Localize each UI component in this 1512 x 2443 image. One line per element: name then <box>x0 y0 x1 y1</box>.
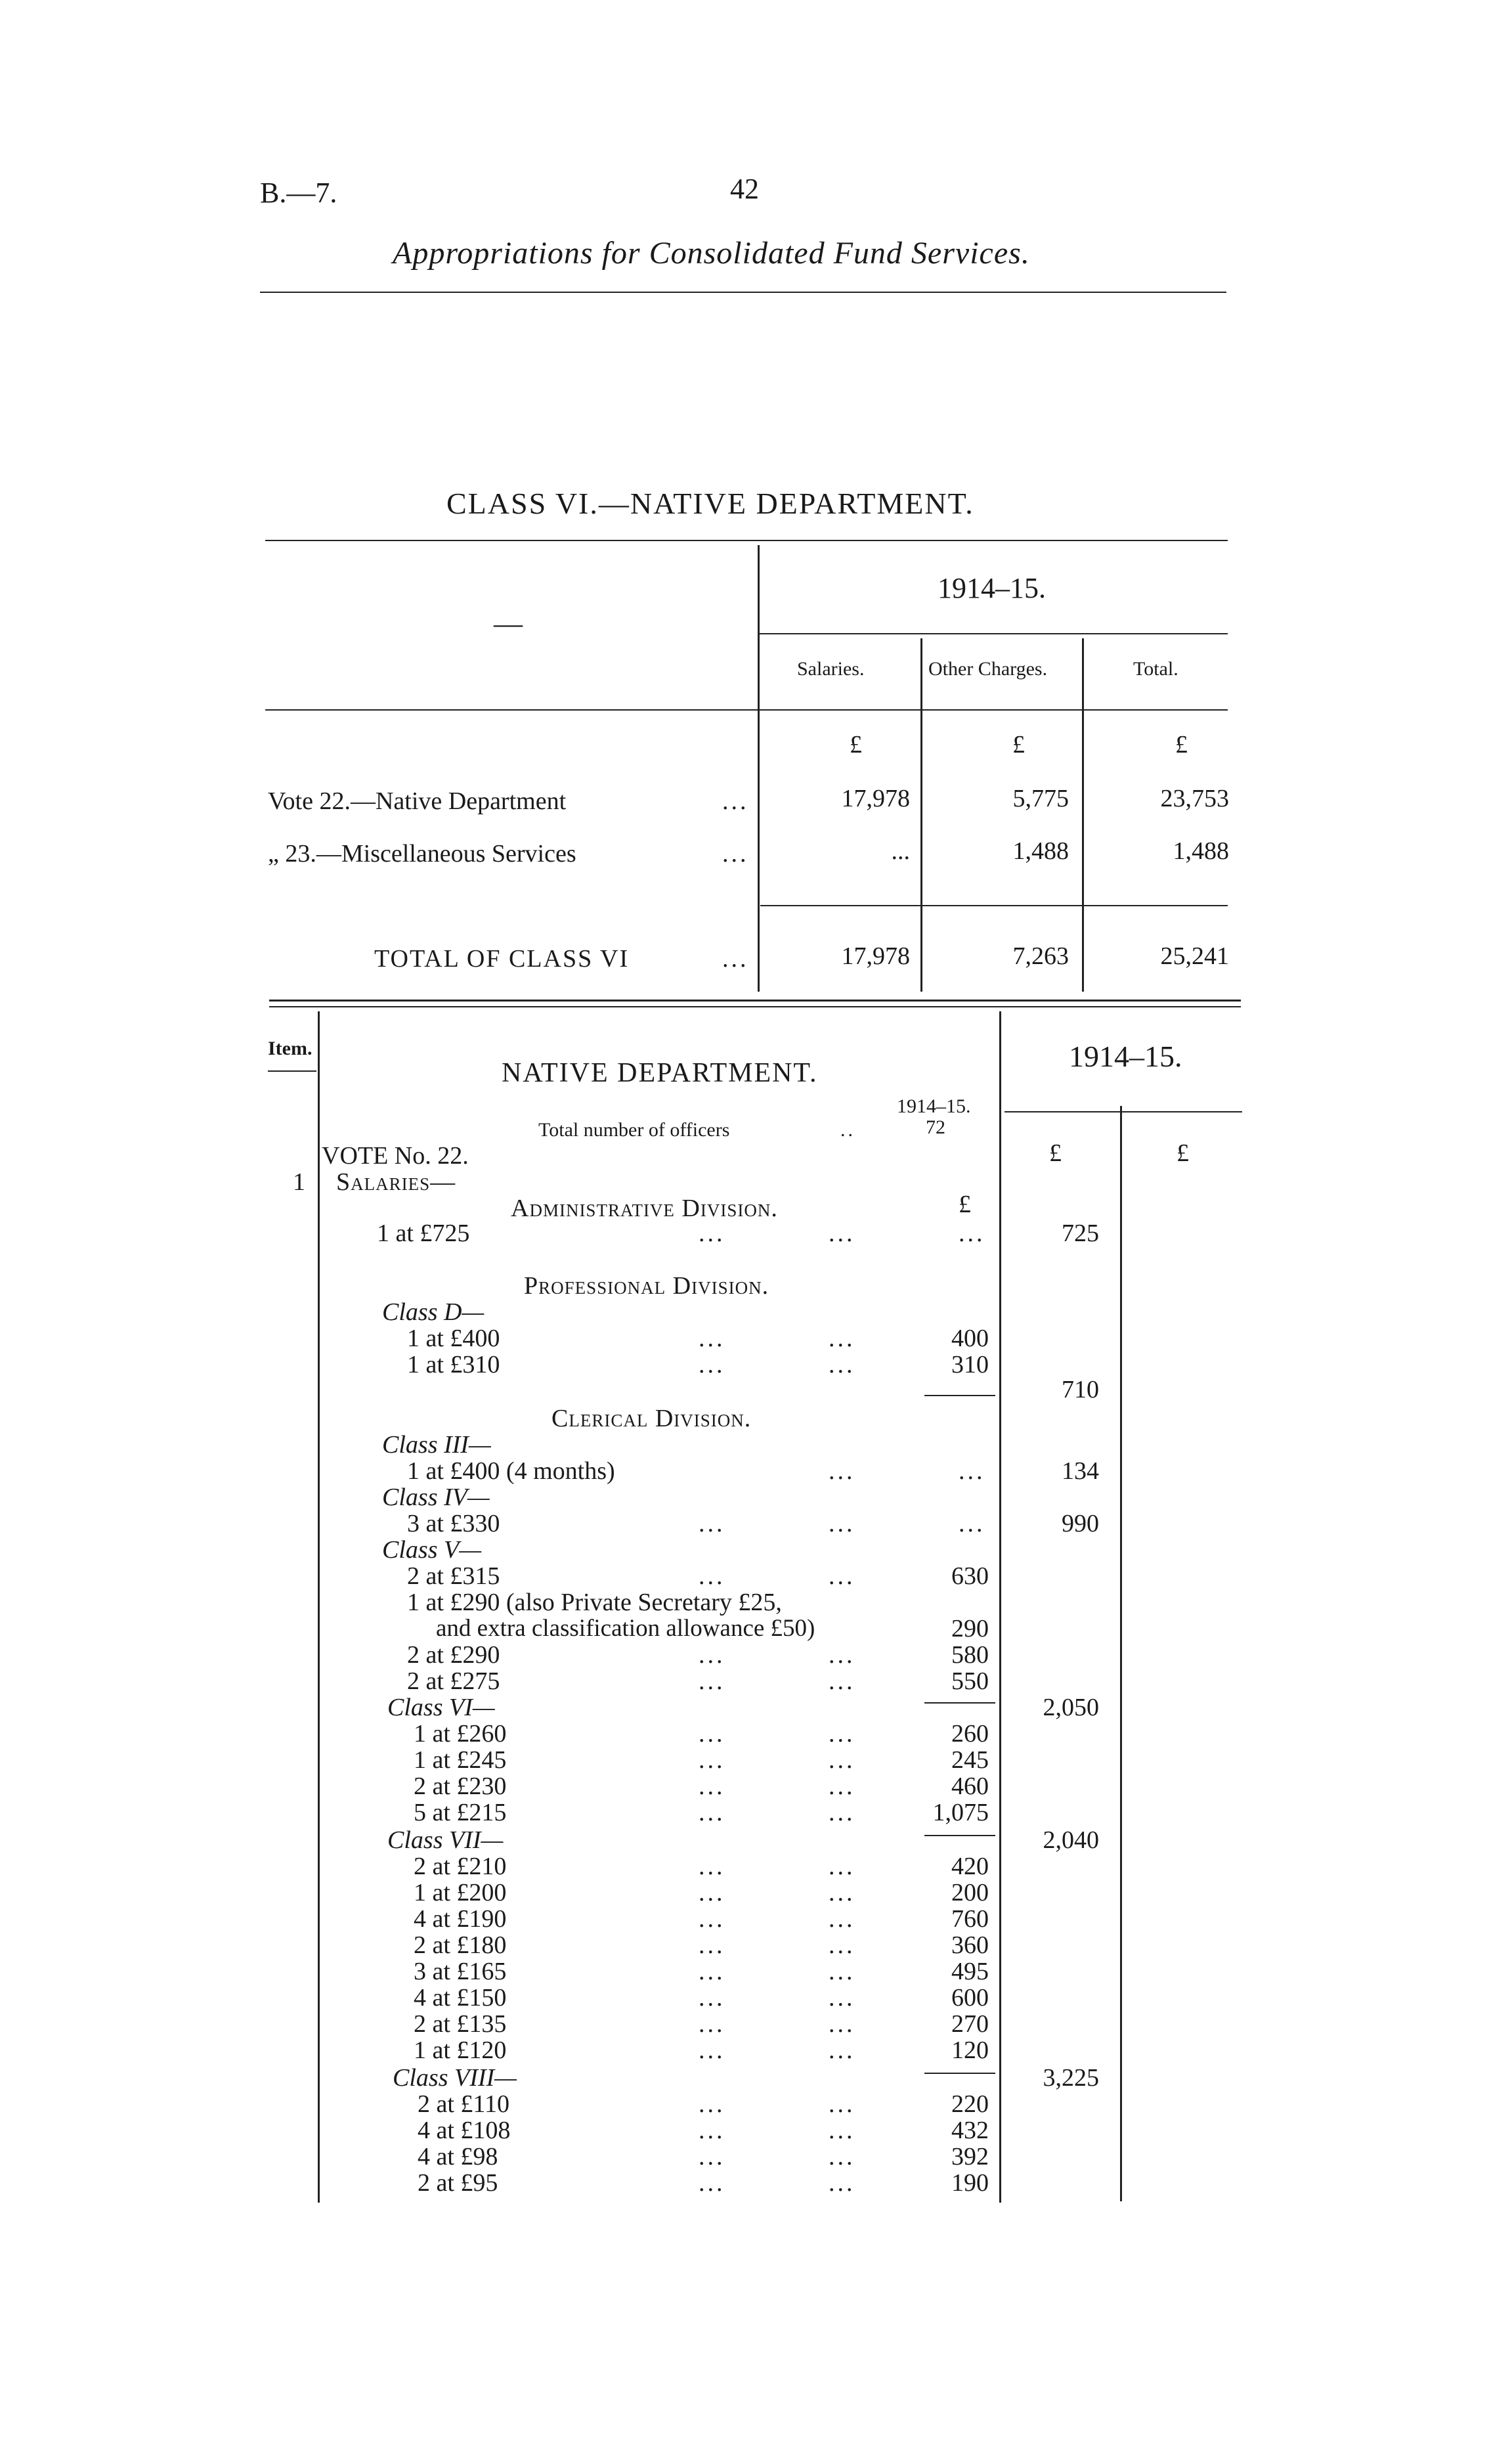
summary-row-dots: ... <box>722 787 749 815</box>
pay-line-value: 120 <box>951 2036 989 2064</box>
dots: ... <box>829 1641 855 1669</box>
dots: ... <box>699 2143 725 2170</box>
pay-line-label: 2 at £95 <box>418 2169 498 2197</box>
dots: ... <box>959 1457 985 1485</box>
dots: ... <box>829 1562 855 1590</box>
pay-line-value: 270 <box>951 2010 989 2038</box>
professional-class: Class D— <box>382 1298 485 1326</box>
pay-line-value: 392 <box>951 2143 989 2170</box>
summary-row-total: 1,488 <box>1173 837 1229 865</box>
item-number: 1 <box>293 1168 305 1196</box>
summary-year-rule <box>759 633 1228 634</box>
summary-vrule-2 <box>920 638 922 992</box>
pay-line-label: 4 at £98 <box>418 2143 498 2170</box>
summary-title: CLASS VI.—NATIVE DEPARTMENT. <box>446 487 974 520</box>
pay-line-label: 4 at £190 <box>414 1905 507 1933</box>
dots: ... <box>699 1220 725 1247</box>
class-vi-label: Class VI— <box>387 1694 495 1721</box>
summary-stub-dash: — <box>494 607 523 640</box>
dots: ... <box>829 1351 855 1378</box>
salaries-label: Salaries— <box>336 1168 456 1196</box>
summary-total-rule <box>760 905 1228 906</box>
col-other-charges: Other Charges. <box>928 658 1048 680</box>
professional-subtotal: 710 <box>1062 1376 1099 1403</box>
dots: ... <box>829 1984 855 2012</box>
pay-line-value: 220 <box>951 2090 989 2118</box>
dots: ... <box>699 1325 725 1352</box>
class-iv-line: 3 at £330 <box>407 1510 500 1537</box>
dots: ... <box>829 2010 855 2038</box>
dots: ... <box>699 2117 725 2144</box>
page-number: 42 <box>730 173 759 205</box>
class-vi-rule <box>924 1835 995 1836</box>
summary-row-label: „ 23.—Miscellaneous Services <box>268 840 576 868</box>
item-header: Item. <box>268 1038 313 1059</box>
dots: ... <box>829 1799 855 1826</box>
dots: ... <box>829 1510 855 1537</box>
summary-row-other: 5,775 <box>1012 785 1069 812</box>
dots: ... <box>829 1853 855 1880</box>
summary-vrule-3 <box>1082 638 1084 992</box>
dots: ... <box>699 2090 725 2118</box>
admin-amount: 725 <box>1062 1220 1099 1247</box>
pay-line-label: 5 at £215 <box>414 1799 507 1826</box>
summary-total-total: 25,241 <box>1160 942 1229 970</box>
class-v-rule <box>924 1702 995 1704</box>
detail-year: 1914–15. <box>1069 1040 1182 1073</box>
summary-row-dots: ... <box>722 840 749 868</box>
pay-line-label: 2 at £210 <box>414 1853 507 1880</box>
summary-vrule-1 <box>758 545 760 992</box>
class-v-line: 2 at £290 <box>407 1641 500 1669</box>
col-salaries: Salaries. <box>797 658 865 680</box>
dots: ... <box>959 1510 985 1537</box>
pay-line-label: 2 at £135 <box>414 2010 507 2038</box>
dots: ... <box>699 1510 725 1537</box>
dots: ... <box>699 1562 725 1590</box>
class-v-value: 290 <box>951 1615 989 1642</box>
pay-line-label: 4 at £108 <box>418 2117 511 2144</box>
professional-rule <box>924 1395 995 1396</box>
professional-value: 310 <box>951 1351 989 1378</box>
class-v-value: 630 <box>951 1562 989 1590</box>
summary-row-salaries: ... <box>891 837 910 865</box>
dots: ... <box>829 1720 855 1748</box>
pay-line-value: 360 <box>951 1931 989 1959</box>
summary-row-salaries: 17,978 <box>841 785 910 812</box>
summary-total-dots: ... <box>722 945 749 973</box>
clerical-heading: Clerical Division. <box>551 1405 752 1432</box>
summary-total-salaries: 17,978 <box>841 942 910 970</box>
pay-line-label: 1 at £245 <box>414 1746 507 1774</box>
page-subtitle: Appropriations for Consolidated Fund Services. <box>393 236 1030 271</box>
class-vii-subtotal: 3,225 <box>1043 2064 1099 2092</box>
dots: ... <box>699 1853 725 1880</box>
dots: ... <box>829 1879 855 1906</box>
dots: ... <box>699 1931 725 1959</box>
pay-line-value: 260 <box>951 1720 989 1748</box>
pay-line-value: 245 <box>951 1746 989 1774</box>
class-iv-label: Class IV— <box>382 1484 490 1511</box>
dots: ... <box>829 2169 855 2197</box>
class-v-value: 550 <box>951 1667 989 1695</box>
class-iv-amount: 990 <box>1062 1510 1099 1537</box>
admin-heading: Administrative Division. <box>511 1195 778 1222</box>
pay-line-label: 1 at £120 <box>414 2036 507 2064</box>
section-double-rule-top <box>269 1000 1241 1001</box>
summary-row-label: Vote 22.—Native Department <box>268 787 567 815</box>
pay-line-label: 1 at £200 <box>414 1879 507 1906</box>
professional-line: 1 at £400 <box>407 1325 500 1352</box>
dots: ... <box>959 1220 985 1247</box>
dots: ... <box>699 1351 725 1378</box>
dots: ... <box>829 1220 855 1247</box>
class-iii-line: 1 at £400 (4 months) <box>407 1457 615 1485</box>
page-ref: B.—7. <box>260 177 337 209</box>
officers-count: 72 <box>926 1116 945 1138</box>
dots: ... <box>829 1457 855 1485</box>
class-v-value: 580 <box>951 1641 989 1669</box>
detail-vrule-mid <box>999 1011 1001 2203</box>
pay-line-value: 190 <box>951 2169 989 2197</box>
professional-line: 1 at £310 <box>407 1351 500 1378</box>
vote-number: VOTE No. 22. <box>322 1142 469 1170</box>
dots: ... <box>699 1905 725 1933</box>
class-v-line: 2 at £275 <box>407 1667 500 1695</box>
pay-line-label: 3 at £165 <box>414 1958 507 1985</box>
dots: ... <box>829 1905 855 1933</box>
dots: ... <box>699 2169 725 2197</box>
dots: ... <box>829 1667 855 1695</box>
dots: ... <box>699 1772 725 1800</box>
header-rule <box>260 292 1226 293</box>
class-v-line: and extra classification allowance £50) <box>436 1615 815 1642</box>
dots: ... <box>699 2010 725 2038</box>
pay-line-label: 1 at £260 <box>414 1720 507 1748</box>
class-vi-subtotal: 2,040 <box>1043 1826 1099 1854</box>
summary-year: 1914–15. <box>938 572 1046 604</box>
summary-row-other: 1,488 <box>1012 837 1069 865</box>
dots: ... <box>829 1958 855 1985</box>
class-v-subtotal: 2,050 <box>1043 1694 1099 1721</box>
pay-line-label: 4 at £150 <box>414 1984 507 2012</box>
detail-title: NATIVE DEPARTMENT. <box>502 1058 818 1088</box>
dots: ... <box>699 1799 725 1826</box>
pay-line-value: 200 <box>951 1879 989 1906</box>
pay-line-value: 432 <box>951 2117 989 2144</box>
dots: ... <box>699 1958 725 1985</box>
dots: ... <box>829 2036 855 2064</box>
summary-row-total: 23,753 <box>1160 785 1229 812</box>
class-iii-label: Class III— <box>382 1431 491 1459</box>
admin-line: 1 at £725 <box>377 1220 470 1247</box>
pay-line-value: 600 <box>951 1984 989 2012</box>
pay-line-label: 2 at £230 <box>414 1772 507 1800</box>
class-v-label: Class V— <box>382 1536 481 1564</box>
pound-sub-col: £ <box>959 1191 971 1218</box>
officers-label: Total number of officers <box>538 1119 730 1141</box>
pay-line-label: 2 at £180 <box>414 1931 507 1959</box>
class-viii-label: Class VIII— <box>393 2064 517 2092</box>
officers-year: 1914–15. <box>897 1095 971 1117</box>
dots: ... <box>829 1746 855 1774</box>
dots: ... <box>699 1720 725 1748</box>
dots: ... <box>699 1746 725 1774</box>
dots: ... <box>699 2036 725 2064</box>
summary-top-rule <box>265 540 1228 541</box>
pay-line-value: 420 <box>951 1853 989 1880</box>
class-v-line: 1 at £290 (also Private Secretary £25, <box>407 1589 782 1616</box>
dots: ... <box>699 1641 725 1669</box>
currency-other: £ <box>1012 731 1025 759</box>
dots: ... <box>829 1931 855 1959</box>
detail-year-rule <box>1004 1111 1242 1112</box>
dots: ... <box>699 1984 725 2012</box>
item-header-rule <box>268 1070 316 1072</box>
dots: ... <box>699 1667 725 1695</box>
officers-dots: .. <box>840 1119 855 1141</box>
currency-salaries: £ <box>850 731 862 759</box>
detail-vrule-item <box>318 1011 320 2203</box>
pay-line-value: 1,075 <box>932 1799 989 1826</box>
col-total: Total. <box>1133 658 1178 680</box>
pay-line-value: 760 <box>951 1905 989 1933</box>
section-double-rule-bottom <box>269 1006 1241 1007</box>
dots: ... <box>829 2143 855 2170</box>
class-vii-rule <box>924 2073 995 2074</box>
dots: ... <box>829 1772 855 1800</box>
dots: ... <box>829 2117 855 2144</box>
dots: ... <box>829 1325 855 1352</box>
professional-heading: Professional Division. <box>524 1272 769 1300</box>
dots: ... <box>699 1879 725 1906</box>
summary-total-other: 7,263 <box>1012 942 1069 970</box>
detail-vrule-right <box>1120 1106 1122 2201</box>
pound-col-2: £ <box>1177 1139 1189 1167</box>
pay-line-value: 495 <box>951 1958 989 1985</box>
professional-value: 400 <box>951 1325 989 1352</box>
class-iii-amount: 134 <box>1062 1457 1099 1485</box>
pay-line-value: 460 <box>951 1772 989 1800</box>
summary-total-label: TOTAL OF CLASS VI <box>374 945 630 973</box>
pay-line-label: 2 at £110 <box>418 2090 510 2118</box>
dots: ... <box>829 2090 855 2118</box>
pound-col-1: £ <box>1049 1139 1062 1167</box>
class-vii-label: Class VII— <box>387 1826 504 1854</box>
class-v-line: 2 at £315 <box>407 1562 500 1590</box>
currency-total: £ <box>1175 731 1188 759</box>
